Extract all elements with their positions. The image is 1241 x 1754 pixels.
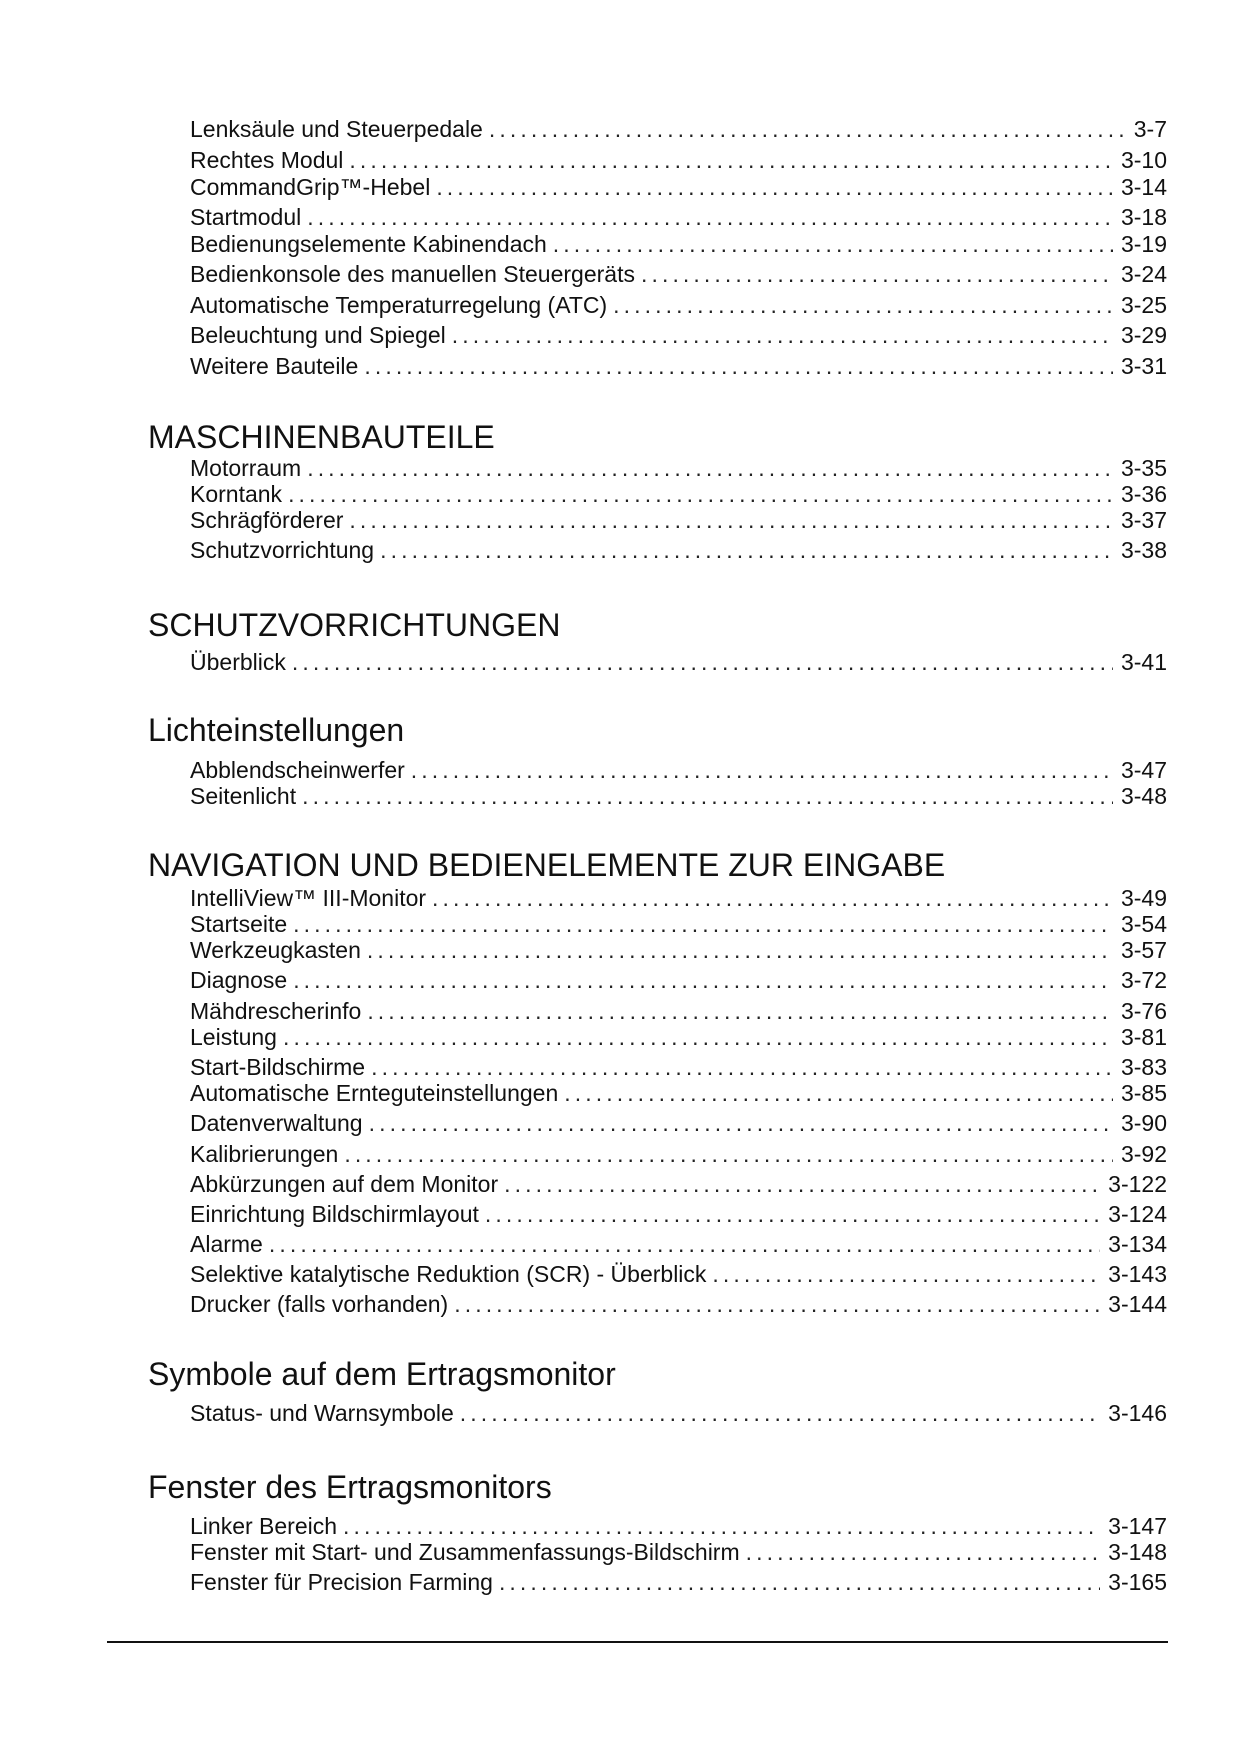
toc-entry-title: Lenksäule und Steuerpedale bbox=[190, 116, 483, 142]
toc-entry-page: 3-25 bbox=[1120, 292, 1167, 318]
dot-leader bbox=[292, 647, 1113, 677]
dot-leader bbox=[293, 965, 1113, 995]
toc-entry[interactable] bbox=[190, 202, 1167, 232]
toc-entry-page: 3-38 bbox=[1120, 537, 1167, 563]
toc-entry-page: 3-31 bbox=[1120, 353, 1167, 379]
toc-entry[interactable] bbox=[190, 647, 1167, 677]
toc-entry[interactable] bbox=[190, 1139, 1167, 1169]
toc-entry-title: Mähdrescherinfo bbox=[190, 998, 362, 1024]
dot-leader bbox=[460, 1398, 1100, 1428]
dot-leader bbox=[302, 781, 1113, 811]
toc-entry-title: Schutzvorrichtung bbox=[190, 537, 375, 563]
toc-entry[interactable] bbox=[190, 1537, 1167, 1567]
toc-entry-page: 3-90 bbox=[1120, 1110, 1167, 1136]
dot-leader bbox=[553, 229, 1113, 259]
toc-entry[interactable] bbox=[190, 781, 1167, 811]
toc-entry[interactable] bbox=[190, 320, 1167, 350]
dot-leader bbox=[349, 505, 1113, 535]
toc-entry-title: Motorraum bbox=[190, 455, 302, 481]
section-heading: Fenster des Ertragsmonitors bbox=[148, 1469, 552, 1505]
toc-entry-title: Einrichtung Bildschirmlayout bbox=[190, 1201, 479, 1227]
toc-entry-page: 3-83 bbox=[1120, 1054, 1167, 1080]
toc-entry[interactable] bbox=[190, 935, 1167, 965]
toc-entry-title: Selektive katalytische Reduktion (SCR) - Überblick bbox=[190, 1261, 707, 1287]
dot-leader bbox=[452, 320, 1113, 350]
toc-entry-title: Start-Bildschirme bbox=[190, 1054, 366, 1080]
toc-entry-page: 3-148 bbox=[1108, 1539, 1167, 1565]
toc-entry-page: 3-48 bbox=[1120, 783, 1167, 809]
toc-entry-title: Linker Bereich bbox=[190, 1513, 338, 1539]
section-heading: MASCHINENBAUTEILE bbox=[148, 419, 495, 455]
section-heading: Lichteinstellungen bbox=[148, 712, 405, 748]
toc-entry[interactable] bbox=[190, 1108, 1167, 1138]
toc-entry[interactable] bbox=[190, 535, 1167, 565]
toc-entry-title: Korntank bbox=[190, 481, 283, 507]
toc-entry[interactable] bbox=[190, 1199, 1167, 1229]
dot-leader bbox=[485, 1199, 1100, 1229]
dot-leader bbox=[564, 1078, 1113, 1108]
toc-entry-page: 3-124 bbox=[1108, 1201, 1167, 1227]
toc-entry[interactable] bbox=[190, 1022, 1167, 1052]
dot-leader bbox=[307, 202, 1113, 232]
toc-entry-page: 3-146 bbox=[1108, 1400, 1167, 1426]
toc-entry[interactable] bbox=[190, 145, 1167, 175]
dot-leader bbox=[489, 114, 1126, 144]
toc-entry[interactable] bbox=[190, 1229, 1167, 1259]
toc-entry-title: Diagnose bbox=[190, 967, 288, 993]
dot-leader bbox=[436, 172, 1113, 202]
dot-leader bbox=[712, 1259, 1100, 1289]
toc-entry-title: Rechtes Modul bbox=[190, 147, 344, 173]
toc-entry[interactable] bbox=[190, 965, 1167, 995]
toc-entry-title: Automatische Ernteguteinstellungen bbox=[190, 1080, 559, 1106]
toc-entry-page: 3-144 bbox=[1108, 1291, 1167, 1317]
toc-entry-page: 3-92 bbox=[1120, 1141, 1167, 1167]
toc-entry-page: 3-165 bbox=[1108, 1569, 1167, 1595]
toc-entry-title: Bedienungselemente Kabinendach bbox=[190, 231, 547, 257]
toc-entry-page: 3-81 bbox=[1120, 1024, 1167, 1050]
toc-entry[interactable] bbox=[190, 1169, 1167, 1199]
toc-entry-page: 3-41 bbox=[1120, 649, 1167, 675]
toc-entry-title: Werkzeugkasten bbox=[190, 937, 361, 963]
toc-entry[interactable] bbox=[190, 259, 1167, 289]
toc-entry-page: 3-122 bbox=[1108, 1171, 1167, 1197]
toc-entry-page: 3-143 bbox=[1108, 1261, 1167, 1287]
toc-entry[interactable] bbox=[190, 1289, 1167, 1319]
toc-entry-page: 3-29 bbox=[1120, 322, 1167, 348]
toc-entry-title: Schrägförderer bbox=[190, 507, 344, 533]
dot-leader bbox=[641, 259, 1113, 289]
toc-entry-title: Leistung bbox=[190, 1024, 277, 1050]
toc-entry[interactable] bbox=[190, 505, 1167, 535]
toc-entry[interactable] bbox=[190, 229, 1167, 259]
toc-entry-title: Überblick bbox=[190, 649, 286, 675]
toc-entry-page: 3-47 bbox=[1120, 757, 1167, 783]
toc-entry-page: 3-36 bbox=[1120, 481, 1167, 507]
toc-entry[interactable] bbox=[190, 1259, 1167, 1289]
dot-leader bbox=[283, 1022, 1113, 1052]
toc-entry-title: Startseite bbox=[190, 911, 288, 937]
toc-entry-title: Beleuchtung und Spiegel bbox=[190, 322, 446, 348]
dot-leader bbox=[369, 1108, 1113, 1138]
toc-entry-title: Datenverwaltung bbox=[190, 1110, 363, 1136]
toc-entry-title: Status- und Warnsymbole bbox=[190, 1400, 454, 1426]
dot-leader bbox=[349, 145, 1113, 175]
toc-entry-page: 3-19 bbox=[1120, 231, 1167, 257]
toc-entry-page: 3-54 bbox=[1120, 911, 1167, 937]
section-heading: SCHUTZVORRICHTUNGEN bbox=[148, 607, 561, 643]
toc-entry-title: IntelliView™ III-Monitor bbox=[190, 885, 427, 911]
toc-entry-page: 3-76 bbox=[1120, 998, 1167, 1024]
toc-entry-page: 3-134 bbox=[1108, 1231, 1167, 1257]
toc-entry-title: Abkürzungen auf dem Monitor bbox=[190, 1171, 499, 1197]
dot-leader bbox=[380, 535, 1113, 565]
dot-leader bbox=[746, 1537, 1101, 1567]
toc-entry-page: 3-18 bbox=[1120, 204, 1167, 230]
dot-leader bbox=[367, 935, 1113, 965]
section-heading: Symbole auf dem Ertragsmonitor bbox=[148, 1356, 616, 1392]
toc-entry[interactable] bbox=[190, 290, 1167, 320]
toc-entry-title: Fenster für Precision Farming bbox=[190, 1569, 493, 1595]
toc-entry-title: Fenster mit Start- und Zusammenfassungs-Bildschirm bbox=[190, 1539, 740, 1565]
toc-entry-page: 3-72 bbox=[1120, 967, 1167, 993]
dot-leader bbox=[364, 351, 1113, 381]
toc-entry-page: 3-35 bbox=[1120, 455, 1167, 481]
dot-leader bbox=[613, 290, 1113, 320]
toc-entry-title: Automatische Temperaturregelung (ATC) bbox=[190, 292, 608, 318]
toc-entry-page: 3-24 bbox=[1120, 261, 1167, 287]
toc-entry-title: Seitenlicht bbox=[190, 783, 297, 809]
toc-entry-title: Weitere Bauteile bbox=[190, 353, 359, 379]
toc-entry[interactable] bbox=[190, 1398, 1167, 1428]
dot-leader bbox=[454, 1289, 1100, 1319]
toc-entry-page: 3-10 bbox=[1120, 147, 1167, 173]
dot-leader bbox=[269, 1229, 1100, 1259]
dot-leader bbox=[344, 1139, 1113, 1169]
toc-entry-title: Alarme bbox=[190, 1231, 263, 1257]
toc-entry[interactable] bbox=[190, 1567, 1167, 1597]
toc-entry[interactable] bbox=[190, 114, 1167, 144]
toc-entry-page: 3-14 bbox=[1120, 174, 1167, 200]
toc-entry-title: Bedienkonsole des manuellen Steuergeräts bbox=[190, 261, 635, 287]
dot-leader bbox=[504, 1169, 1100, 1199]
footer-rule bbox=[107, 1641, 1168, 1643]
toc-entry-title: CommandGrip™-Hebel bbox=[190, 174, 431, 200]
toc-entry[interactable] bbox=[190, 1078, 1167, 1108]
toc-entry-title: Abblendscheinwerfer bbox=[190, 757, 405, 783]
toc-entry-page: 3-37 bbox=[1120, 507, 1167, 533]
toc-entry-page: 3-7 bbox=[1133, 116, 1167, 142]
toc-entry-page: 3-57 bbox=[1120, 937, 1167, 963]
dot-leader bbox=[499, 1567, 1100, 1597]
toc-entry[interactable] bbox=[190, 351, 1167, 381]
toc-entry-page: 3-147 bbox=[1108, 1513, 1167, 1539]
toc-entry-title: Kalibrierungen bbox=[190, 1141, 339, 1167]
toc-entry-page: 3-49 bbox=[1120, 885, 1167, 911]
toc-entry-title: Drucker (falls vorhanden) bbox=[190, 1291, 449, 1317]
toc-entry-title: Startmodul bbox=[190, 204, 302, 230]
toc-entry-page: 3-85 bbox=[1120, 1080, 1167, 1106]
section-heading: NAVIGATION UND BEDIENELEMENTE ZUR EINGABE bbox=[148, 847, 946, 883]
toc-entry[interactable] bbox=[190, 172, 1167, 202]
